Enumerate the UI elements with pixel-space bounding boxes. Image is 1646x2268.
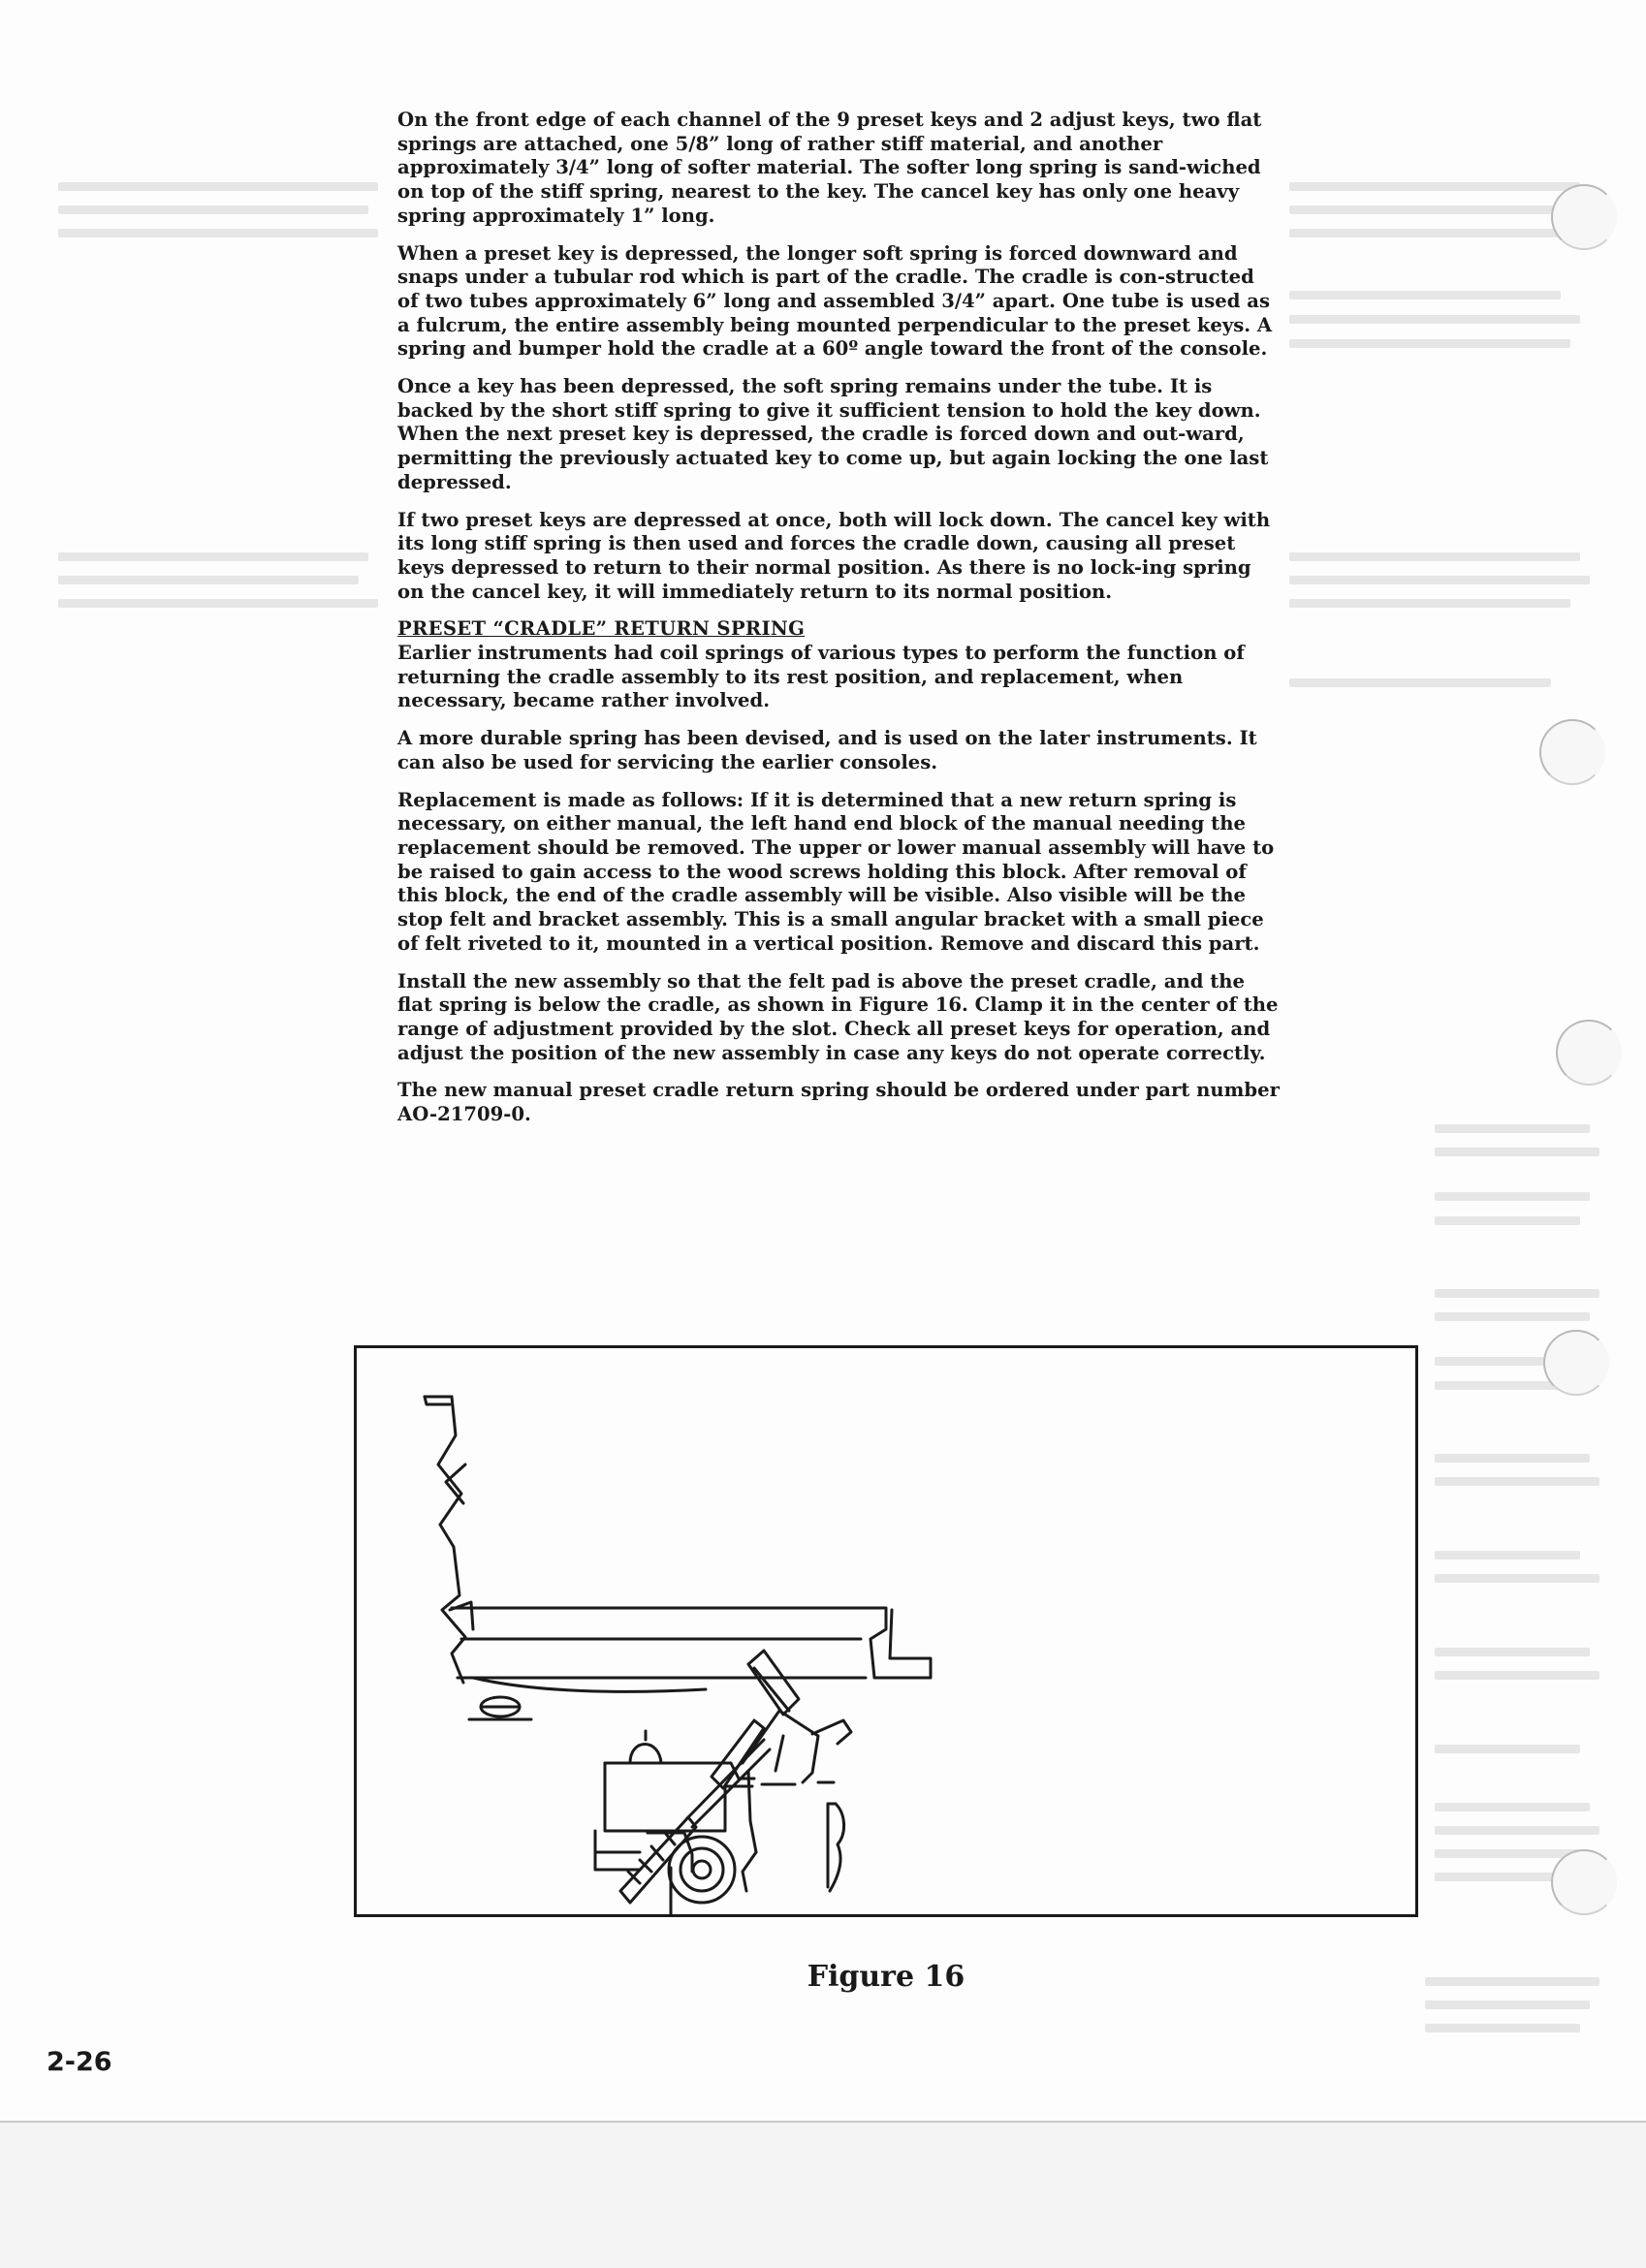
- page-number: 2-26: [47, 2047, 112, 2077]
- felt-pad: [712, 1651, 799, 1788]
- paragraph-replacement: Replacement is made as follows: If it is determined that a new return spring is necessary, on either manual, the left hand end block of the manual needing the replacement should be removed. The upper or lower manual assembly will have to be raised to gain access to the wood screws holding this block. After removal of this block, the end of the cradle assembly will be visible. Also visible will be the stop felt and bracket assembly. This is a small angular bracket with a small piece of felt riveted to it, mounted in a vertical position. Remove and discard this part.: [397, 788, 1275, 955]
- figure-16-diagram: [354, 1345, 1418, 1917]
- binder-hole: [1551, 184, 1617, 250]
- binder-hole: [1556, 1020, 1622, 1086]
- console-frame: [743, 1711, 851, 1891]
- paragraph-install: Install the new assembly so that the felt pad is above the preset cradle, and the flat spring is below the cradle, as shown in Figure 16. Clamp it in the center of the range of adjustment provided by the slot. Check all preset keys for operation, and adjust the position of the new assembly in case any keys do not operate correctly.: [397, 969, 1279, 1064]
- binder-hole: [1539, 719, 1605, 785]
- paragraph-key-depressed: When a preset key is depressed, the longer soft spring is forced downward and snaps under a tubular rod which is part of the cradle. The cradle is con-structed of two tubes approximately 6” long and assembled 3/4” apart. One tube is used as a fulcrum, the entire assembly being mounted perpendicular to the preset keys. A spring and bumper hold the cradle at a 60º angle toward the front of the console.: [397, 241, 1273, 361]
- figure-caption: Figure 16: [807, 1960, 965, 1994]
- paragraph-part-number: The new manual preset cradle return spring should be ordered under part number AO-21709-0.: [397, 1079, 1280, 1126]
- paragraph-two-keys: If two preset keys are depressed at once, both will lock down. The cancel key with its long stiff spring is then used and forces the cradle down, causing all preset keys depressed to return to their normal position. As there is no lock-ing spring on the cancel key, it will immediately return to its normal position.: [397, 508, 1271, 603]
- paragraph-earlier-instruments: Earlier instruments had coil springs of various types to perform the function of returning the cradle assembly to its rest position, and replacement, when necessary, became rather involved.: [397, 642, 1245, 712]
- paragraph-front-edge-springs: On the front edge of each channel of the 9 preset keys and 2 adjust keys, two flat springs are attached, one 5/8” long of rather stiff material, and another approximately 3/4” long of softer material. The softer long spring is sand-wiched on top of the stiff spring, nearest to the key. The cancel key has only one heavy spring approximately 1” long.: [397, 109, 1262, 227]
- wood-screw: [469, 1697, 531, 1719]
- binder-hole: [1551, 1849, 1617, 1915]
- manual-key-assembly: [425, 1397, 931, 1691]
- scan-bottom-margin: [0, 2123, 1646, 2268]
- binder-hole: [1543, 1330, 1609, 1396]
- section-heading: PRESET “CRADLE” RETURN SPRING: [397, 617, 806, 641]
- body-text: [397, 109, 1280, 1141]
- paragraph-durable-spring: A more durable spring has been devised, and is used on the later instruments. It can also be used for servicing the earlier consoles.: [397, 727, 1257, 773]
- paragraph-key-held: Once a key has been depressed, the soft spring remains under the tube. It is backed by the short stiff spring to give it sufficient tension to hold the key down. When the next preset key is depressed, the cradle is forced down and out-ward, permitting the previously actuated key to come up, but again locking the one last depressed.: [397, 375, 1269, 493]
